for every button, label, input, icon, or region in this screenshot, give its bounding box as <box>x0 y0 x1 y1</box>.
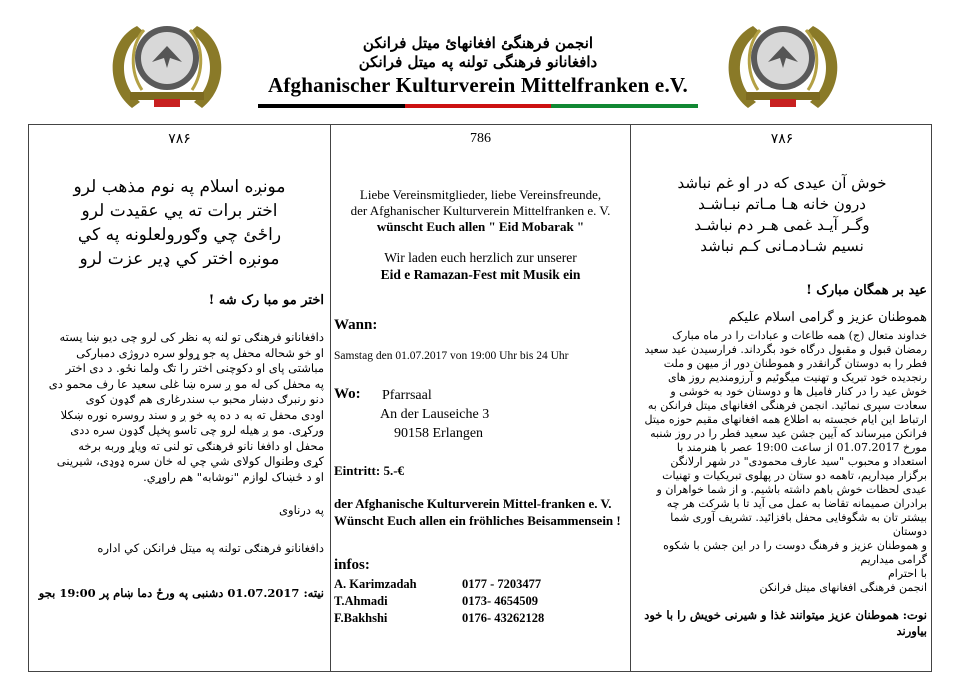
body-line: رنجدیده خود تبریک و تهنیت میگوئیم و آرزومندیم روز های <box>668 371 927 384</box>
body-line: کړی وطنوال کولای شي چي له خان سره ډوډی، شیرینی <box>56 454 324 468</box>
infos-label: infos: <box>334 557 370 573</box>
title-german: Afghanischer Kulturverein Mittelfranken e.V. <box>267 73 689 97</box>
poem-line: مونږه اختر کي ډير عزت لرو <box>79 249 280 269</box>
closing: په درناوی <box>279 503 324 517</box>
contact-row <box>334 610 630 627</box>
contact-name: F.Bakhshi <box>334 611 388 625</box>
body-text <box>35 330 324 485</box>
body-line: دافغانانو فرهنګی تو لنه په نظر کی لرو چی دیو ښا یسته <box>59 330 324 344</box>
column-number: ٧٨۶ <box>168 131 191 147</box>
venue-line: Pfarrsaal <box>382 388 432 403</box>
invitation <box>331 249 630 283</box>
column-number: 786 <box>470 131 491 146</box>
intro-line: wünscht Euch allen " Eid Mobarak " <box>376 219 585 234</box>
body-line: خداوند متعال (ج) همه طاعات و عبادات را در ماه مبارک <box>672 329 927 342</box>
intro-line: Liebe Vereinsmitglieder, liebe Vereinsfreunde, <box>359 187 602 202</box>
contacts <box>334 576 630 627</box>
flag-red <box>405 104 552 108</box>
invite-line: Eid e Ramazan-Fest mit Musik ein <box>380 267 581 282</box>
wish: der Afghanische Kulturverein Mittel-franken e. V. Wünscht Euch allen ein fröhliches Beisammensein ! <box>334 496 621 528</box>
dari-column <box>631 125 933 671</box>
contact-row <box>334 593 630 610</box>
greeting: عید بر همگان مبارک ! <box>806 283 927 298</box>
poem-line: اختر برات ته يي عقيدت لرو <box>81 201 278 221</box>
emblem-logo-left <box>92 6 242 116</box>
poem-line: راځئ چي وګورولعلونه په کي <box>77 225 282 245</box>
contact-name: T.Ahmadi <box>334 594 388 608</box>
poem <box>631 173 933 257</box>
body-line: فرانکن میرساند که آیین جشن عید سعید فطر را در روز شنبه <box>650 427 927 440</box>
content-table <box>28 124 932 672</box>
venue-line: An der Lauseiche 3 <box>380 407 490 422</box>
body-line: او د څښاک لوازم "نوشابه" هم راوړي. <box>143 469 324 484</box>
date-note: نیته: 01.07.2017 دشنبی په ورځ دما ښام پر 19:00 بجو <box>38 586 324 600</box>
poem-line: درون خانه هـا مـاتم نبـاشـد <box>698 195 866 213</box>
body-line: او خو شحاله محفل په جو ړولو سره دروژی دمبارکی <box>76 345 324 360</box>
contact-phone: 0176- 43262128 <box>462 611 545 625</box>
body-line: رمضان قبول و مقبول درگاه خود بگرداند. فرارسیدن عید سعید <box>644 343 927 356</box>
poem-line: وگـر آیـد غمی هـر دم نباشـد <box>694 216 870 234</box>
flag-black <box>258 104 405 108</box>
salutation: هموطنان عزیز و گرامی اسلام علیکم <box>728 310 927 325</box>
letterhead <box>0 0 960 120</box>
body-line: مورخ 01.07.2017 از ساعت 19:00 عصر با هنرمند با <box>676 441 927 454</box>
intro-line: der Afghanischer Kulturverein Mittelfranken e. V. <box>350 203 611 218</box>
title-pashto: دافغانانو فرهنگی تولنه په میتل فرانکن <box>358 53 598 71</box>
where-label: Wo: <box>334 386 361 402</box>
body-line: فطر را به دوستان گرانقدر و هموطنان دور از میهن و ملت <box>663 357 927 370</box>
body-line: سعادت سپری نمائید. انجمن فرهنگی افغانهای میتل فرانکن به <box>647 399 927 412</box>
body-line: گرامی میداریم <box>860 553 927 566</box>
flag-stripe <box>258 104 698 108</box>
organisation: دافغانانو فرهنګی تولنه په میتل فرانکن کي اداره <box>97 540 324 555</box>
venue <box>374 386 489 443</box>
food-note: نوت: هموطنان عزیز میتوانند غذا و شیرنی خویش را با خود بیاورند <box>644 608 927 638</box>
greeting: اختر مو مبا رک شه ! <box>208 293 324 308</box>
intro <box>331 187 630 235</box>
body-line: مباشتی پای او دکوچنی اختر را تګ ولما نځو. د دی اختر <box>65 361 324 375</box>
pashto-column <box>29 125 331 671</box>
poem-line: نسیم شـادمـانی کـم نباشد <box>700 237 864 255</box>
body-line: و هموطنان عزیز و فرهنگ دوست را در این جشن با شکوه <box>663 539 927 552</box>
body-line: عیدی لحظات خوش باهم داشته باشیم. و از شما خواهران و <box>656 483 927 496</box>
poem-line: مونږه اسلام په نوم مذهب لرو <box>73 177 286 197</box>
body-line: محفل او دافغا نانو فرهنګی تو لنی ته ویاړ وربه برخه <box>78 438 324 453</box>
body-line: دنو رنبرګ دښار محبو ب سندرغاری هم ګډون کوی <box>85 392 324 406</box>
column-number: ٧٨۶ <box>770 131 794 147</box>
contact-phone: 0177 - 7203477 <box>462 577 542 591</box>
where-block <box>334 386 630 443</box>
when-text: Samstag den 01.07.2017 von 19:00 Uhr bis 24 Uhr <box>334 350 569 362</box>
contact-row <box>334 576 630 593</box>
entry-fee: Eintritt: 5.-€ <box>334 463 405 478</box>
poem <box>29 175 330 271</box>
body-text <box>637 329 927 595</box>
regards: با احترام <box>887 567 927 580</box>
body-line: استعداد و محبوب "سید عارف محمودی" در شهر ارلانگن <box>670 455 927 468</box>
contact-name: A. Karimzadah <box>334 577 417 591</box>
when-label: Wann: <box>334 317 378 333</box>
body-line: په محفل کی له مو ږ سره ښا غلی سعید عا رف محمو دی <box>48 376 324 391</box>
body-line: اودی محفل ته به د ده په خو ږ و سند روسره نوره ښکلا <box>60 407 324 422</box>
title-dari: انجمن فرهنگئ افغانهائ میتل فرانکن <box>362 34 594 52</box>
emblem-logo-right <box>708 6 858 116</box>
organisation: انجمن فرهنگی افغانهای میتل فرانکن <box>759 581 927 594</box>
body-line: بیشتر تان به شگوفایی محفل بافزائید. تشریف آوری شما دوستان <box>670 511 927 538</box>
body-line: ارتباط این ایام خجسته به اطلاع همه افغانهای مقیم حوزه میتل <box>644 413 927 426</box>
venue-line: 90158 Erlangen <box>394 426 484 441</box>
body-line: برادران صمیمانه تقاضا به عمل می آید تا با شرکت هر چه <box>666 497 927 510</box>
body-line: خوش عید را در کنار فامیل ها و دوستان خود به خوشی و <box>670 385 927 398</box>
body-line: برگزار میداریم، تاهمه دو ستان در پهلوی تبریکیات و تهنیات <box>662 469 927 482</box>
german-column <box>331 125 631 671</box>
flag-green <box>551 104 698 108</box>
body-line: ورکړی. مو ږ هیله لرو چی تاسو پخپل ګډون سره ددی <box>70 423 324 437</box>
invite-line: Wir laden euch herzlich zur unserer <box>384 250 577 265</box>
contact-phone: 0173- 4654509 <box>462 594 539 608</box>
poem-line: خوش آن عیدی که در او غم نباشد <box>677 174 887 192</box>
